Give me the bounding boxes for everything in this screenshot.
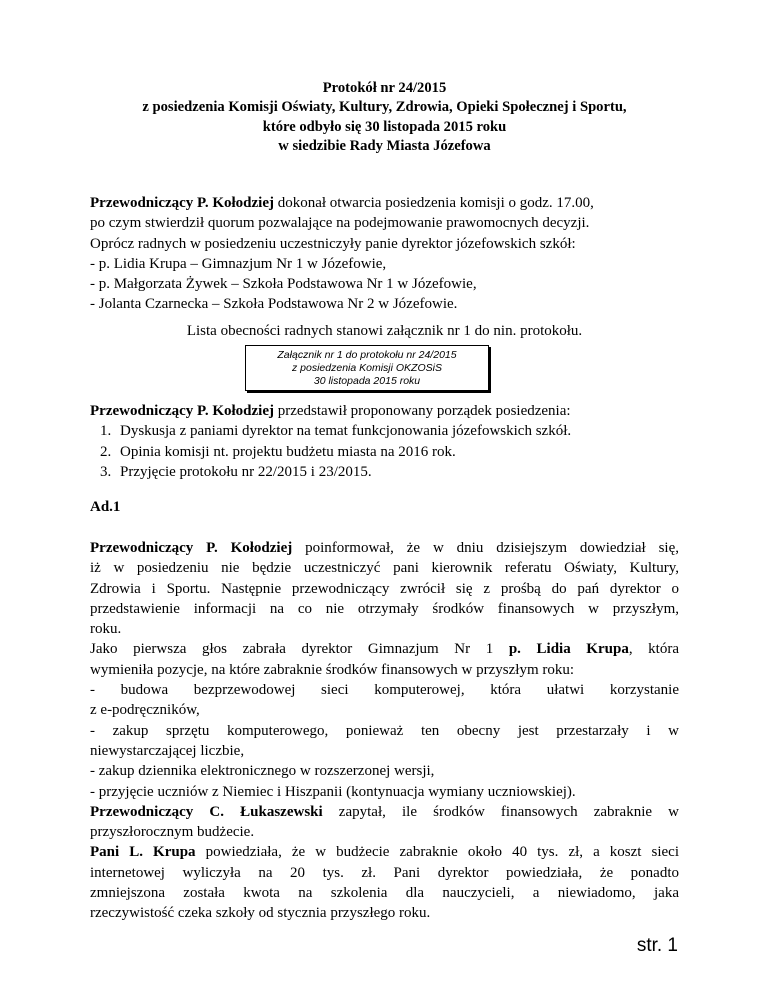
agenda-item <box>90 442 679 462</box>
title-line-4: w siedzibie Rady Miasta Józefowa <box>278 137 491 154</box>
text-line: niewystarczającej liczbie, <box>90 742 245 759</box>
text-line: z e-podręczników, <box>90 702 200 719</box>
attachment-stamp <box>245 345 489 391</box>
text-span: zapytał, ile środków finansowych zabraknie w <box>322 803 679 820</box>
title-line-1: Protokół nr 24/2015 <box>322 80 447 96</box>
text-span: przedstawił proponowany porządek posiedzenia: <box>273 403 571 419</box>
text-line: Oprócz radnych w posiedzeniu uczestniczyły panie dyrektor józefowskich szkół: <box>90 235 576 252</box>
text-line: Zdrowia i Sportu. Następnie przewodniczący zwrócił się z prośbą do pań dyrektor o <box>90 580 679 597</box>
text-line: roku. <box>90 621 122 638</box>
text-span: , która <box>628 641 679 658</box>
speaker-name: p. Lidia Krupa <box>508 641 629 658</box>
text-line: przyszłorocznym budżecie. <box>90 824 255 841</box>
list-item: - zakup sprzętu komputerowego, ponieważ ten obecny jest przestarzały i w <box>90 722 679 739</box>
text-line: internetowej wyliczyła na 20 tys. zł. Pani dyrektor powiedziała, że ponadto <box>90 864 679 881</box>
speaker-name: Pani L. Krupa <box>90 844 196 861</box>
attendance-note: Lista obecności radnych stanowi załącznik nr 1 do nin. protokołu. <box>186 323 583 339</box>
text-line: iż w posiedzeniu nie będzie uczestniczyć pani kierownik referatu Oświaty, Kultury, <box>90 560 679 577</box>
agenda-item-text: Opinia komisji nt. projektu budżetu miasta na 2016 rok. <box>120 443 456 460</box>
text-span: powiedziała, że w budżecie zabraknie około 40 tys. zł, a koszt sieci <box>195 844 679 861</box>
text-span: dokonał otwarcia posiedzenia komisji o godz. 17.00, <box>273 195 594 211</box>
section-heading: Ad.1 <box>90 499 121 515</box>
list-item: - budowa bezprzewodowej sieci komputerowej, która ułatwi korzystanie <box>90 682 679 699</box>
document-page <box>90 0 679 994</box>
text-span: poinformował, że w dniu dzisiejszym dowiedział się, <box>292 540 679 556</box>
text-line: wymieniła pozycje, na które zabraknie środków finansowych w przyszłym roku: <box>90 661 575 678</box>
agenda-item-text: Przyjęcie protokołu nr 22/2015 i 23/2015. <box>120 463 372 480</box>
text-span: Jako pierwsza głos zabrała dyrektor Gimnazjum Nr 1 <box>90 641 509 658</box>
agenda-item-number: 1. <box>100 423 112 440</box>
agenda-item-number: 2. <box>100 443 112 460</box>
attendee-item: - p. Małgorzata Żywek – Szkoła Podstawowa Nr 1 w Józefowie, <box>90 276 477 293</box>
text-line: zmniejszona została kwota na szkolenia dla nauczycieli, a niewiadomo, jaka <box>90 885 679 902</box>
title-line-3: które odbyło się 30 listopada 2015 roku <box>262 118 507 135</box>
agenda-item <box>90 421 679 441</box>
attendee-item: - Jolanta Czarnecka – Szkoła Podstawowa Nr 2 w Józefowie. <box>90 296 458 313</box>
intro-paragraph <box>90 193 679 315</box>
speaker-name: Przewodniczący C. Łukaszewski <box>90 803 323 820</box>
text-line: po czym stwierdził quorum pozwalające na podejmowanie prawomocnych decyzji. <box>90 215 590 232</box>
page-number: str. 1 <box>636 935 678 956</box>
discussion-text <box>90 538 679 924</box>
speaker-name: Przewodniczący P. Kołodziej <box>90 403 274 419</box>
agenda-item-number: 3. <box>100 463 112 480</box>
speaker-name: Przewodniczący P. Kołodziej <box>90 195 274 211</box>
agenda-list <box>90 421 679 482</box>
text-line: przedstawienie informacji na co nie otrzymały środków finansowych w przyszłym, <box>90 600 679 617</box>
list-item: - przyjęcie uczniów z Niemiec i Hiszpanii (kontynuacja wymiany uczniowskiej). <box>90 783 576 800</box>
agenda-item-text: Dyskusja z paniami dyrektor na temat funkcjonowania józefowskich szkół. <box>120 423 572 440</box>
stamp-line: z posiedzenia Komisji OKZOSiS <box>292 362 442 374</box>
attendee-item: - p. Lidia Krupa – Gimnazjum Nr 1 w Józefowie, <box>90 255 387 272</box>
agenda-paragraph <box>90 401 679 482</box>
title-line-2: z posiedzenia Komisji Oświaty, Kultury, Zdrowia, Opieki Społecznej i Sportu, <box>142 99 627 116</box>
protocol-title <box>90 79 679 156</box>
stamp-line: 30 listopada 2015 roku <box>313 375 421 387</box>
list-item: - zakup dziennika elektronicznego w rozszerzonej wersji, <box>90 763 435 780</box>
text-line: rzeczywistość czeka szkoły od stycznia przyszłego roku. <box>90 905 431 922</box>
stamp-line: Załącznik nr 1 do protokołu nr 24/2015 <box>277 349 457 361</box>
speaker-name: Przewodniczący P. Kołodziej <box>90 540 293 556</box>
agenda-item <box>90 462 679 482</box>
